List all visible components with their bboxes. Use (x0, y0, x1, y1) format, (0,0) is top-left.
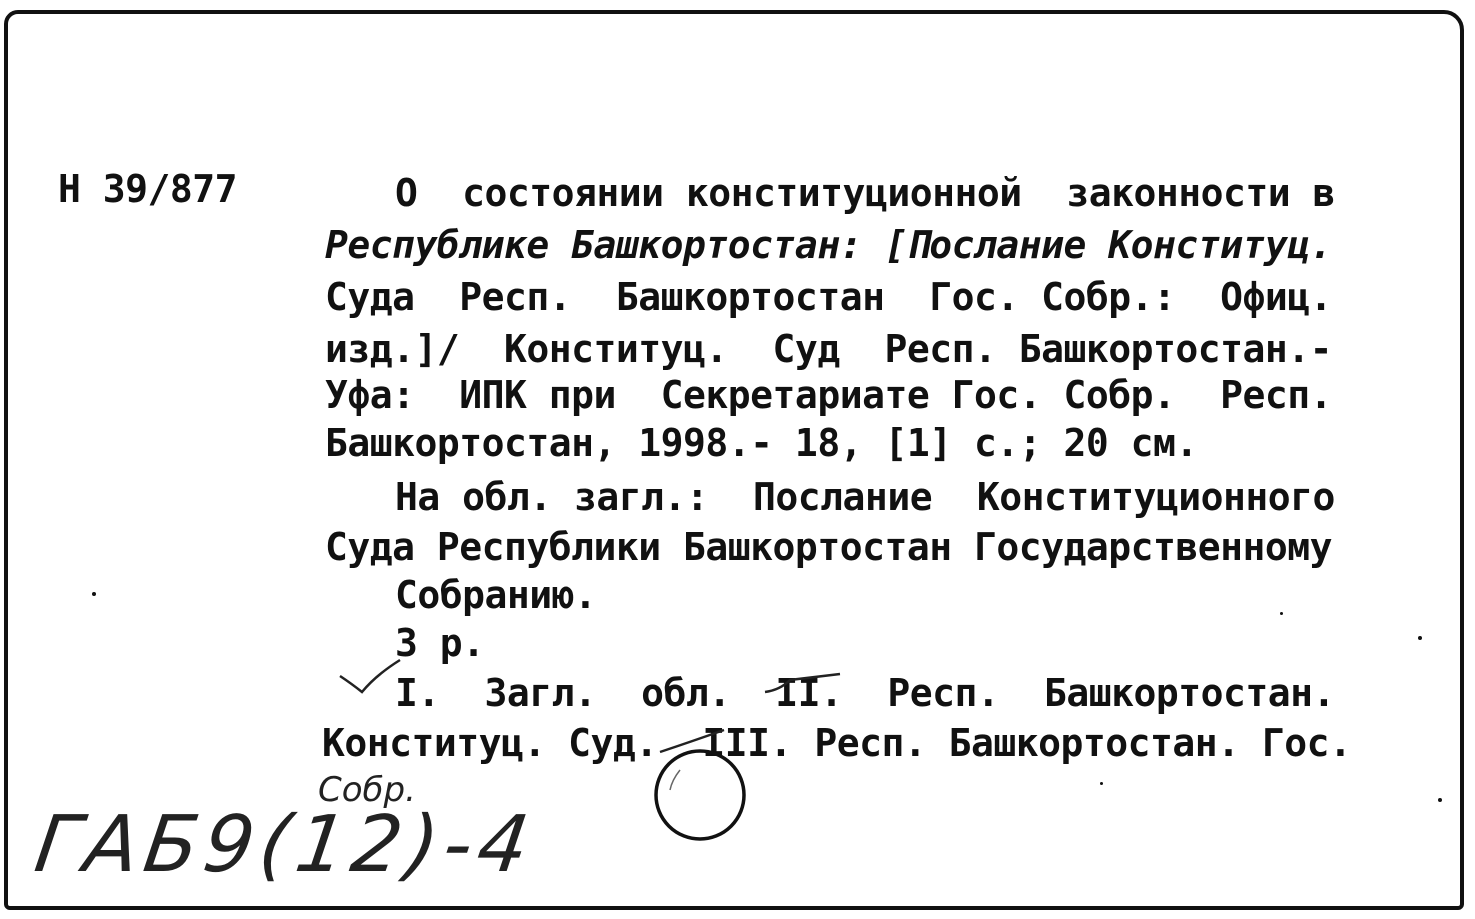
description-line-1: О состоянии конституционной законности в (395, 171, 1335, 215)
speck (1280, 612, 1283, 615)
price: 3 р. (395, 621, 485, 665)
handwritten-continuation: Собр. (318, 770, 416, 810)
note-line-2: Суда Республики Башкортостан Государственному (325, 525, 1333, 569)
speck (92, 592, 96, 596)
speck (1418, 636, 1422, 640)
description-line-6: Башкортостан, 1998.- 18, [1] с.; 20 см. (325, 421, 1198, 465)
tracings-line-1: I. Загл. обл. II. Респ. Башкортостан. (395, 671, 1335, 715)
note-line-3: Собранию. (395, 573, 597, 617)
call-number: Н 39/877 (58, 167, 238, 211)
description-line-4: изд.]/ Конституц. Суд Респ. Башкортостан.- (325, 327, 1333, 371)
speck (1100, 782, 1103, 785)
handwritten-shelf-code: ГАБ9(12)-4 (29, 800, 541, 890)
description-line-3: Суда Респ. Башкортостан Гос. Собр.: Офиц. (325, 275, 1333, 319)
description-line-2: Республике Башкортостан: [Послание Конституц. (325, 223, 1333, 267)
tracings-line-2: Конституц. Суд. III. Респ. Башкортостан. Гос. (322, 721, 1352, 765)
description-line-5: Уфа: ИПК при Секретариате Гос. Собр. Респ. (325, 373, 1333, 417)
speck (1438, 798, 1442, 802)
note-line-1: На обл. загл.: Послание Конституционного (395, 475, 1335, 519)
